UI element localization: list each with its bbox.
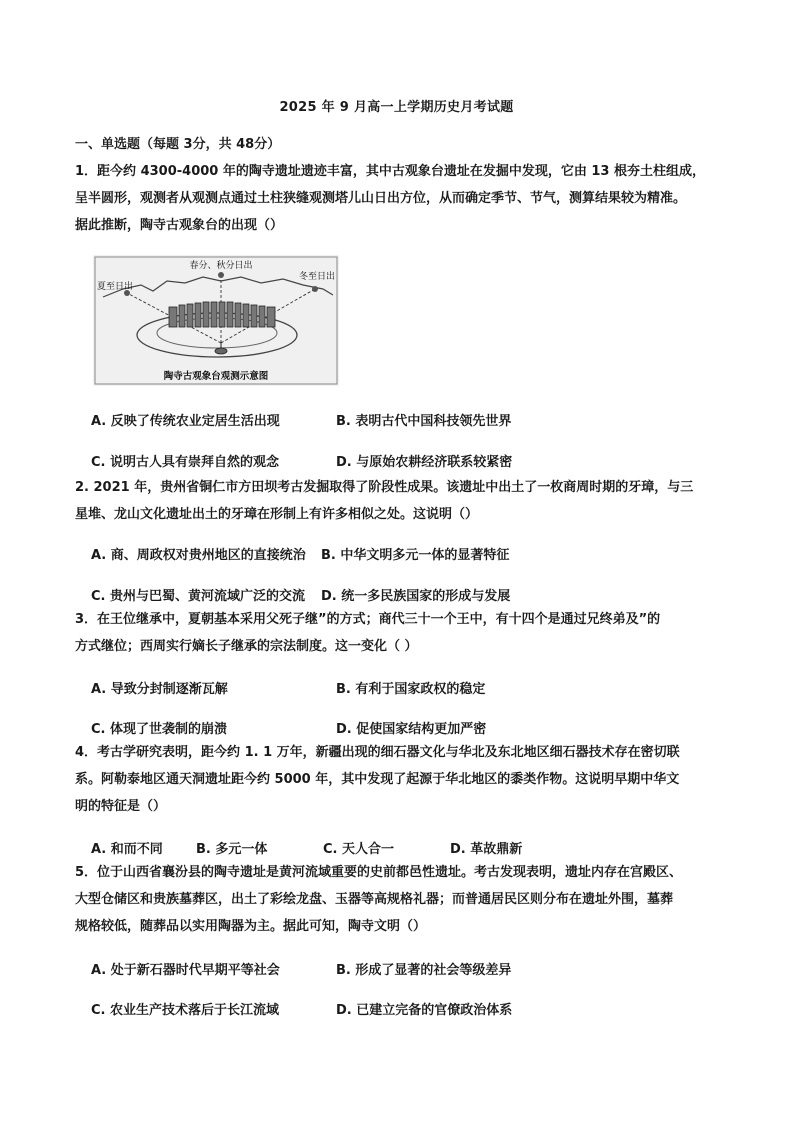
q4-option-a[interactable]: A. 和而不同	[91, 842, 163, 857]
q1-option-c[interactable]: C. 说明古人具有崇拜自然的观念	[91, 455, 280, 470]
sun-winter-icon	[312, 286, 318, 292]
q3-option-d[interactable]: D. 促使国家结构更加严密	[336, 722, 487, 737]
label-winter-solstice: 冬至日出	[298, 272, 335, 282]
observatory-diagram-svg	[93, 255, 339, 386]
q3-option-c[interactable]: C. 体现了世袭制的崩溃	[91, 722, 228, 737]
q2-option-d[interactable]: D. 统一多民族国家的形成与发展	[321, 589, 511, 604]
q4-option-c[interactable]: C. 天人合一	[323, 842, 395, 857]
q2-option-b[interactable]: B. 中华文明多元一体的显著特征	[321, 548, 510, 563]
q5-option-a[interactable]: A. 处于新石器时代早期平等社会	[91, 963, 280, 978]
earth-pillars	[169, 302, 275, 327]
q5-option-d[interactable]: D. 已建立完备的官僚政治体系	[336, 1003, 513, 1018]
observation-point-icon	[215, 348, 227, 354]
label-equinox: 春分、秋分日出	[189, 261, 253, 271]
q4-option-b[interactable]: B. 多元一体	[196, 842, 268, 857]
q1-option-a[interactable]: A. 反映了传统农业定居生活出现	[91, 414, 280, 429]
question-1-line-3: 据此推断，陶寺古观象台的出现（）	[75, 218, 284, 233]
question-2-line-2: 星堆、龙山文化遗址出土的牙璋在形制上有许多相似之处。这说明（）	[75, 507, 479, 522]
observatory-diagram	[93, 255, 339, 386]
question-2-line-1: 2. 2021 年，贵州省铜仁市方田坝考古发掘取得了阶段性成果。该遗址中出土了一枚商周时期的牙璋，与三	[75, 480, 694, 495]
question-1	[75, 158, 725, 239]
question-5-line-3: 规格较低，随葬品以实用陶器为主。据此可知，陶寺文明（）	[75, 919, 427, 934]
question-3-line-2: 方式继位；西周实行嫡长子继承的宗法制度。这一变化（ ）	[75, 639, 418, 654]
question-4	[75, 739, 725, 820]
section-heading: 一、单选题（每题 3分，共 48分）	[75, 137, 281, 152]
question-3	[75, 606, 725, 660]
question-3-line-1: 3．在王位继承中，夏朝基本采用父死子继”的方式；商代三十一个王中，有十四个是通过兄终弟及”的	[75, 612, 661, 627]
q1-option-b[interactable]: B. 表明古代中国科技领先世界	[336, 414, 512, 429]
question-4-line-1: 4．考古学研究表明，距今约 1. 1 万年，新疆出现的细石器文化与华北及东北地区细石器技术存在密切联	[75, 745, 680, 760]
question-5-line-2: 大型仓储区和贵族墓葬区，出土了彩绘龙盘、玉器等高规格礼器；而普通居民区则分布在遗址外围，墓葬	[75, 892, 674, 907]
q2-option-c[interactable]: C. 贵州与巴蜀、黄河流域广泛的交流	[91, 589, 306, 604]
q3-option-b[interactable]: B. 有利于国家政权的稳定	[336, 682, 486, 697]
question-4-line-3: 明的特征是（）	[75, 799, 167, 814]
q2-option-a[interactable]: A. 商、周政权对贵州地区的直接统治	[91, 548, 306, 563]
q3-option-a[interactable]: A. 导致分封制逐渐瓦解	[91, 682, 228, 697]
q5-option-b[interactable]: B. 形成了显著的社会等级差异	[336, 963, 512, 978]
exam-title: 2025 年 9 月高一上学期历史月考试题	[279, 100, 514, 115]
question-5	[75, 859, 725, 940]
question-1-line-2: 呈半圆形，观测者从观测点通过土柱狭缝观测塔儿山日出方位，从而确定季节、节气，测算结果较为精准。	[75, 191, 687, 206]
question-5-line-1: 5．位于山西省襄汾县的陶寺遗址是黄河流域重要的史前都邑性遗址。考古发现表明，遗址内存在宫殿区、	[75, 865, 683, 880]
figure-caption: 陶寺古观象台观测示意图	[163, 371, 269, 382]
q5-option-c[interactable]: C. 农业生产技术落后于长江流域	[91, 1003, 280, 1018]
question-2	[75, 474, 725, 528]
question-1-line-1: 1．距今约 4300-4000 年的陶寺遗址遗迹丰富，其中古观象台遗址在发掘中发现，它由 13 根夯土柱组成，	[75, 164, 705, 179]
q1-option-d[interactable]: D. 与原始农耕经济联系较紧密	[336, 455, 513, 470]
sun-equinox-icon	[218, 272, 224, 278]
label-summer-solstice: 夏至日出	[97, 282, 134, 292]
question-4-line-2: 系。阿勒泰地区通天洞遗址距今约 5000 年，其中发现了起源于华北地区的黍类作物。这说明早期中华文	[75, 772, 680, 787]
q4-option-d[interactable]: D. 革故鼎新	[450, 842, 523, 857]
